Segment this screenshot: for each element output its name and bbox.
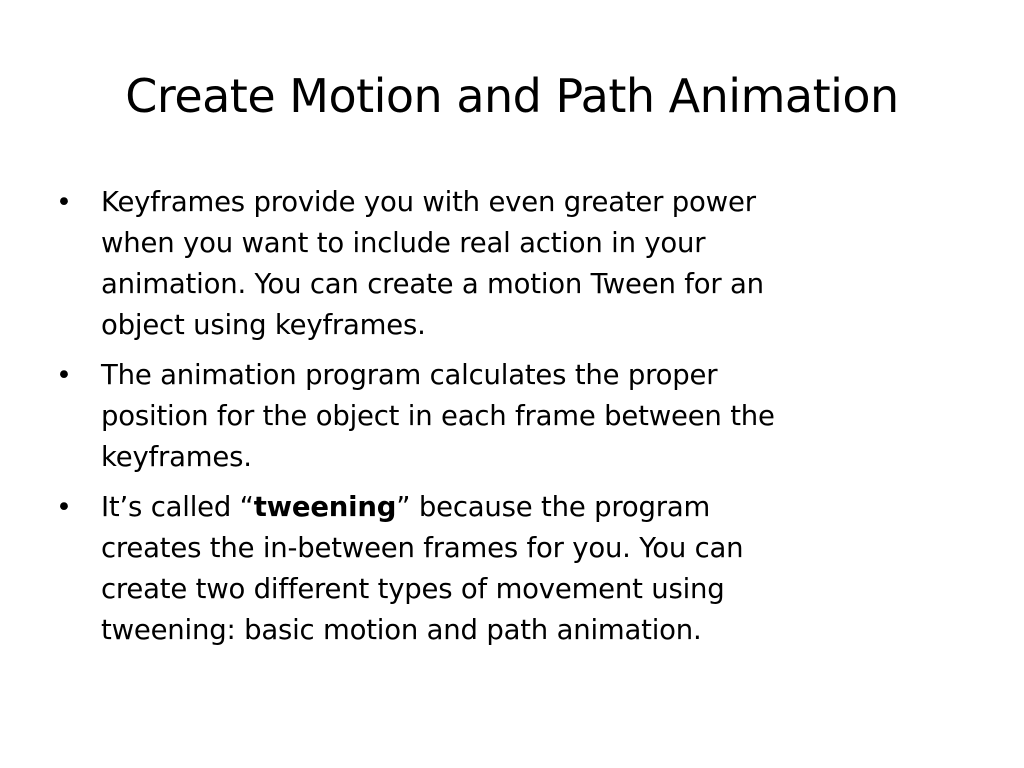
bullet-1-line-3: animation. You can create a motion Tween for an: [101, 268, 764, 300]
bullet-2-line-2: position for the object in each frame between the: [101, 400, 775, 432]
bullet-item-keyframes: [56, 182, 976, 346]
slide-title: Create Motion and Path Animation: [125, 69, 899, 123]
bullet-3-text-before: It’s called “: [101, 491, 254, 523]
bullet-item-tweening: [56, 487, 976, 651]
bullet-3-line-1: [101, 487, 976, 528]
bullet-list: [56, 182, 976, 660]
bullet-2-line-3: keyframes.: [101, 441, 252, 473]
tweening-term: tweening: [253, 491, 397, 523]
bullet-3-text-after: ” because the program: [396, 491, 711, 523]
bullet-dot-icon: •: [56, 360, 72, 391]
bullet-2-line-1: The animation program calculates the proper: [101, 359, 718, 391]
bullet-3-line-2: creates the in-between frames for you. You can: [101, 532, 744, 564]
bullet-1-line-2: when you want to include real action in your: [101, 227, 706, 259]
bullet-dot-icon: •: [56, 187, 72, 218]
bullet-1-line-1: Keyframes provide you with even greater power: [101, 186, 756, 218]
bullet-3-line-3: create two different types of movement using: [101, 573, 725, 605]
bullet-1-line-4: object using keyframes.: [101, 309, 426, 341]
bullet-dot-icon: •: [56, 492, 72, 523]
bullet-3-line-4: tweening: basic motion and path animation.: [101, 614, 702, 646]
bullet-item-animation-program: [56, 355, 976, 478]
